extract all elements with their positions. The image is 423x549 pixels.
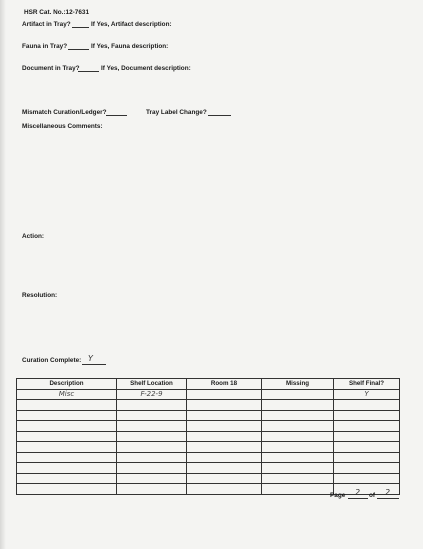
table-cell[interactable] xyxy=(262,400,334,411)
table-cell[interactable]: Misc xyxy=(17,389,117,400)
table-cell[interactable] xyxy=(117,463,187,474)
page-number: 2 xyxy=(355,488,361,497)
page-label: Page xyxy=(330,492,346,499)
table-cell[interactable] xyxy=(17,410,117,421)
col-shelf-final: Shelf Final? xyxy=(334,379,400,390)
table-cell[interactable] xyxy=(17,452,117,463)
document-question: Document in Tray? xyxy=(22,65,80,72)
table-cell[interactable] xyxy=(187,400,262,411)
table-cell[interactable] xyxy=(117,442,187,453)
document-answer-line[interactable] xyxy=(78,71,99,72)
table-cell[interactable] xyxy=(334,452,400,463)
table-cell[interactable] xyxy=(17,442,117,453)
table-row xyxy=(17,400,400,411)
table-cell[interactable] xyxy=(334,473,400,484)
col-missing: Missing xyxy=(262,379,334,390)
fauna-question: Fauna in Tray? xyxy=(22,43,68,50)
catalog-number-label: HSR Cat. No.:12-7631 xyxy=(24,9,90,16)
action-label: Action: xyxy=(22,233,45,240)
table-cell[interactable] xyxy=(187,389,262,400)
table-cell[interactable] xyxy=(262,452,334,463)
table-cell[interactable] xyxy=(334,431,400,442)
table-cell[interactable] xyxy=(117,484,187,495)
table-row xyxy=(17,410,400,421)
table-cell[interactable] xyxy=(334,410,400,421)
table-cell[interactable] xyxy=(334,442,400,453)
table-cell[interactable] xyxy=(334,421,400,432)
shelf-table xyxy=(16,378,400,495)
tray-label-change-line[interactable] xyxy=(208,115,231,116)
table-cell[interactable] xyxy=(262,473,334,484)
table-row xyxy=(17,463,400,474)
table-header-row xyxy=(17,379,400,390)
table-cell[interactable] xyxy=(187,484,262,495)
page-total-line xyxy=(377,498,399,499)
table-cell[interactable]: Y xyxy=(334,389,400,400)
catalog-number-value: 12-7631 xyxy=(65,9,90,16)
fauna-description-label: If Yes, Fauna description: xyxy=(91,43,169,50)
scan-edge-shadow xyxy=(0,0,6,549)
table-row xyxy=(17,389,400,400)
table-row xyxy=(17,452,400,463)
tray-label-change-label: Tray Label Change? xyxy=(146,109,207,116)
table-cell[interactable] xyxy=(187,463,262,474)
table-cell[interactable] xyxy=(17,473,117,484)
of-label: of xyxy=(369,492,376,499)
table-cell[interactable]: F-22-9 xyxy=(117,389,187,400)
table-cell[interactable] xyxy=(187,442,262,453)
table-row xyxy=(17,442,400,453)
table-cell[interactable] xyxy=(117,410,187,421)
artifact-description-label: If Yes, Artifact description: xyxy=(91,21,172,28)
table-cell[interactable] xyxy=(262,421,334,432)
table-cell[interactable] xyxy=(17,421,117,432)
table-cell[interactable] xyxy=(262,463,334,474)
table-cell[interactable] xyxy=(117,400,187,411)
table-row xyxy=(17,473,400,484)
table-row xyxy=(17,431,400,442)
curation-complete-line[interactable] xyxy=(82,364,106,365)
mismatch-answer-line[interactable] xyxy=(106,115,127,116)
table-cell[interactable] xyxy=(334,400,400,411)
table-cell[interactable] xyxy=(117,431,187,442)
table-cell[interactable] xyxy=(117,473,187,484)
table-cell[interactable] xyxy=(187,473,262,484)
document-description-label: If Yes, Document description: xyxy=(101,65,191,72)
page-num-line xyxy=(348,498,368,499)
table-cell[interactable] xyxy=(262,410,334,421)
table-cell[interactable] xyxy=(262,442,334,453)
table-cell[interactable] xyxy=(262,484,334,495)
table-cell[interactable] xyxy=(187,421,262,432)
table-cell[interactable] xyxy=(17,400,117,411)
table-row xyxy=(17,421,400,432)
table-cell[interactable] xyxy=(187,431,262,442)
table-cell[interactable] xyxy=(187,452,262,463)
table-cell[interactable] xyxy=(262,431,334,442)
table-cell[interactable] xyxy=(17,484,117,495)
table-cell[interactable] xyxy=(17,463,117,474)
table-cell[interactable] xyxy=(334,463,400,474)
table-cell[interactable] xyxy=(117,421,187,432)
misc-comments-label: Miscellaneous Comments: xyxy=(22,123,103,130)
artifact-answer-line[interactable] xyxy=(72,27,89,28)
table-cell[interactable] xyxy=(187,410,262,421)
col-room-18: Room 18 xyxy=(187,379,262,390)
fauna-answer-line[interactable] xyxy=(68,49,89,50)
curation-complete-value: Y xyxy=(88,354,93,363)
col-shelf-location: Shelf Location xyxy=(117,379,187,390)
table-cell[interactable] xyxy=(262,389,334,400)
col-description: Description xyxy=(17,379,117,390)
page-total: 2 xyxy=(385,488,391,497)
resolution-label: Resolution: xyxy=(22,292,58,299)
table-cell[interactable] xyxy=(117,452,187,463)
mismatch-label: Mismatch Curation/Ledger? xyxy=(22,109,107,116)
table-cell[interactable] xyxy=(17,431,117,442)
curation-complete-label: Curation Complete: xyxy=(22,357,82,364)
artifact-question: Artifact in Tray? xyxy=(22,21,71,28)
